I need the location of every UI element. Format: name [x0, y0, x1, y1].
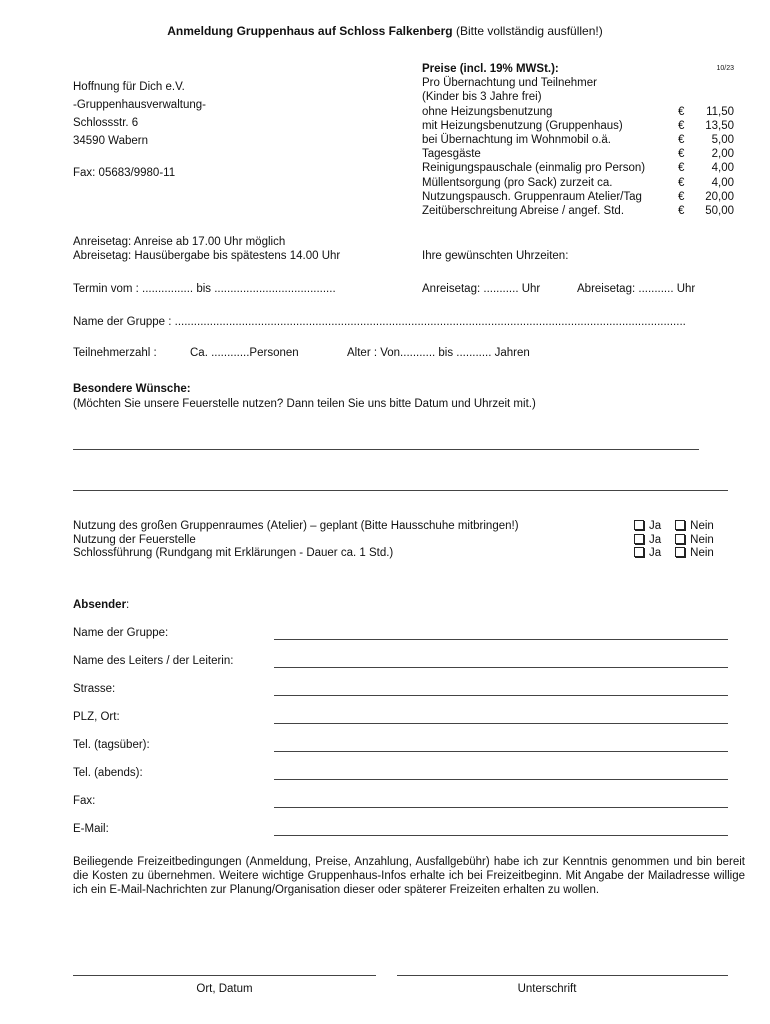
age-field[interactable]: Alter : Von........... bis ........... Jahren	[347, 347, 530, 359]
address-line: 34590 Wabern	[73, 135, 149, 147]
street-line[interactable]	[274, 695, 728, 696]
email-line[interactable]	[274, 835, 728, 836]
price-amount: 11,50	[706, 105, 734, 118]
price-subheading: (Kinder bis 3 Jahre frei)	[422, 91, 542, 104]
participants-label: Teilnehmerzahl :	[73, 347, 157, 359]
no-label: Nein	[690, 533, 714, 546]
field-label: PLZ, Ort:	[73, 711, 120, 723]
yes-checkbox[interactable]	[634, 547, 661, 561]
currency: €	[678, 205, 685, 218]
sender-heading-text: Absender	[73, 599, 127, 611]
checkbox-icon	[634, 547, 644, 557]
signature-line[interactable]	[397, 975, 728, 976]
field-label: Name der Gruppe:	[73, 627, 169, 639]
yes-checkbox[interactable]	[634, 534, 661, 548]
wish-times-label: Ihre gewünschten Uhrzeiten:	[422, 250, 569, 262]
no-label: Nein	[690, 520, 714, 532]
price-row	[422, 161, 734, 175]
price-row	[422, 119, 734, 133]
price-list	[422, 62, 734, 218]
price-label: Reinigungspauschale (einmalig pro Person)	[422, 162, 646, 175]
termin-field[interactable]: Termin vom : ................ bis ......................................	[73, 283, 336, 295]
title-note: (Bitte vollständig ausfüllen!)	[455, 24, 603, 38]
price-subheading: Pro Übernachtung und Teilnehmer	[422, 77, 597, 90]
phone-evening-line[interactable]	[274, 779, 728, 780]
group-name-line[interactable]	[274, 639, 728, 640]
departure-info: Abreisetag: Hausübergabe bis spätestens 14.00 Uhr	[73, 250, 341, 262]
option-label: Nutzung der Feuerstelle	[73, 533, 196, 546]
currency: €	[678, 162, 685, 175]
option-label: Nutzung des großen Gruppenraumes (Atelier) – geplant (Bitte Hausschuhe mitbringen!)	[73, 520, 519, 532]
sender-heading	[73, 599, 129, 611]
wishes-line-2[interactable]	[73, 490, 728, 491]
price-amount: 2,00	[711, 148, 734, 161]
currency: €	[678, 105, 685, 118]
currency: €	[678, 119, 685, 132]
anreise-time-field[interactable]: Anreisetag: ........... Uhr	[422, 283, 541, 295]
yes-checkbox[interactable]	[634, 520, 661, 534]
currency: €	[678, 190, 685, 203]
checkbox-icon	[675, 534, 685, 544]
price-amount: 50,00	[705, 205, 734, 218]
option-label: Schlossführung (Rundgang mit Erklärungen - Dauer ca. 1 Std.)	[73, 547, 394, 559]
address-line: -Gruppenhausverwaltung-	[73, 99, 206, 111]
option-choice-row	[634, 520, 714, 534]
signature-label: Unterschrift	[517, 983, 577, 995]
wishes-line-1[interactable]	[73, 449, 699, 450]
price-row	[422, 204, 734, 218]
field-label: Tel. (tagsüber):	[73, 739, 150, 751]
no-checkbox[interactable]	[675, 520, 714, 534]
price-row	[422, 133, 734, 147]
price-row	[422, 105, 734, 119]
place-date-label: Ort, Datum	[196, 983, 253, 995]
group-name-field[interactable]: Name der Gruppe : ................................................................................................................................................................	[73, 316, 686, 328]
options-checkboxes	[634, 520, 714, 561]
field-label: E-Mail:	[73, 823, 109, 835]
page-title	[0, 24, 770, 38]
sender-heading-colon: :	[126, 599, 130, 611]
currency: €	[678, 134, 685, 147]
consent-paragraph: Beiliegende Freizeitbedingungen (Anmeldung, Preise, Anzahlung, Ausfallgebühr) habe ich zur Kenntnis genommen und bin bereit die Kosten zu übernehmen. Weitere wichtige Gruppenhaus-Infos erhalte ich bei Freizeitbeginn. Mit Angabe der Mailadresse willige ich ein E-Mail-Nachrichten zur Planung/Organisation dieser oder späterer Freizeiten erhalten zu wollen.	[73, 856, 745, 896]
wishes-note: (Möchten Sie unsere Feuerstelle nutzen? Dann teilen Sie uns bitte Datum und Uhrzeit mit.)	[73, 398, 536, 410]
price-label: Zeitüberschreitung Abreise / angef. Std.	[422, 205, 625, 218]
price-label: Nutzungspausch. Gruppenraum Atelier/Tag	[422, 190, 642, 203]
zip-city-line[interactable]	[274, 723, 728, 724]
address-line: Hoffnung für Dich e.V.	[73, 81, 185, 93]
address-block	[73, 78, 206, 150]
option-choice-row	[634, 534, 714, 548]
price-label: ohne Heizungsbenutzung	[422, 105, 553, 118]
checkbox-icon	[675, 520, 685, 530]
no-checkbox[interactable]	[675, 547, 714, 561]
price-amount: 13,50	[705, 119, 734, 132]
price-label: mit Heizungsbenutzung (Gruppenhaus)	[422, 119, 623, 132]
price-row	[422, 176, 734, 190]
price-heading: Preise (incl. 19% MWSt.):	[422, 63, 559, 75]
options-list	[73, 520, 519, 561]
currency: €	[678, 176, 685, 189]
checkbox-icon	[634, 520, 644, 530]
yes-label: Ja	[649, 520, 662, 532]
wishes-heading: Besondere Wünsche:	[73, 383, 191, 395]
checkbox-icon	[675, 547, 685, 557]
price-amount: 5,00	[711, 134, 734, 147]
leader-name-line[interactable]	[274, 667, 728, 668]
price-label: bei Übernachtung im Wohnmobil o.ä.	[422, 134, 612, 147]
price-amount: 20,00	[705, 190, 734, 203]
field-label: Strasse:	[73, 683, 116, 695]
address-line: Schlossstr. 6	[73, 117, 139, 129]
yes-label: Ja	[649, 533, 662, 546]
price-row	[422, 190, 734, 204]
place-date-line[interactable]	[73, 975, 376, 976]
no-checkbox[interactable]	[675, 534, 714, 548]
arrival-info: Anreisetag: Anreise ab 17.00 Uhr möglich	[73, 236, 286, 248]
price-label: Tagesgäste	[422, 148, 481, 161]
participants-field[interactable]: Ca. ............Personen	[190, 347, 299, 359]
field-label: Fax:	[73, 795, 96, 807]
option-choice-row	[634, 547, 714, 561]
address-fax: Fax: 05683/9980-11	[73, 167, 176, 179]
field-label: Name des Leiters / der Leiterin:	[73, 655, 234, 667]
price-amount: 4,00	[711, 176, 734, 189]
title-bold: Anmeldung Gruppenhaus auf Schloss Falkenberg	[167, 24, 453, 38]
field-label: Tel. (abends):	[73, 767, 143, 779]
fax-line[interactable]	[274, 807, 728, 808]
price-row	[422, 147, 734, 161]
abreise-time-field[interactable]: Abreisetag: ........... Uhr	[577, 283, 696, 295]
currency: €	[678, 148, 685, 161]
price-label: Müllentsorgung (pro Sack) zurzeit ca.	[422, 176, 613, 189]
phone-day-line[interactable]	[274, 751, 728, 752]
checkbox-icon	[634, 534, 644, 544]
no-label: Nein	[690, 547, 714, 559]
version-label: 10/23	[716, 65, 734, 72]
yes-label: Ja	[649, 547, 662, 559]
price-amount: 4,00	[711, 162, 734, 175]
